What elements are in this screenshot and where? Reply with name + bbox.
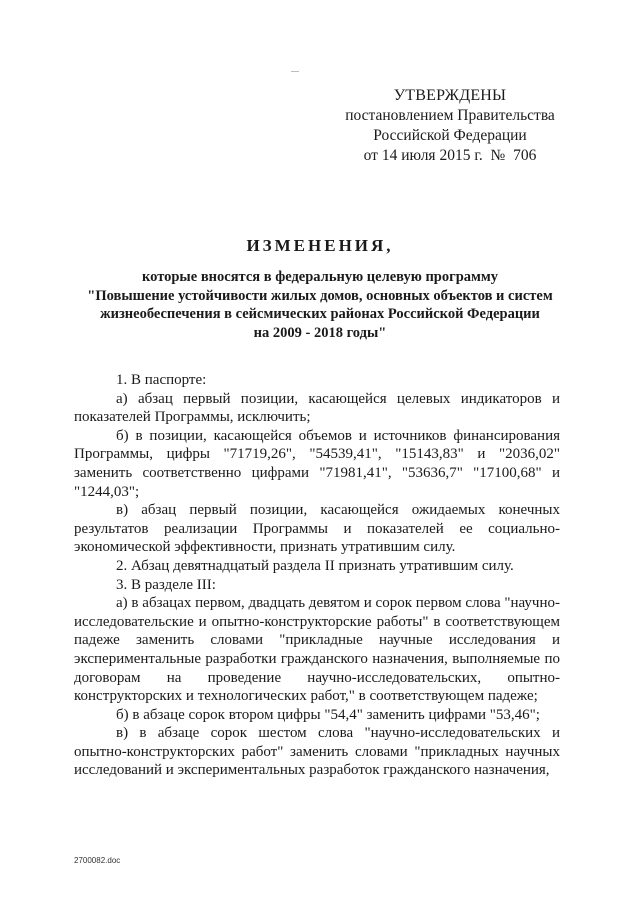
approval-line-1: постановлением Правительства [345, 107, 555, 124]
paragraph: 1. В паспорте: [116, 372, 207, 388]
document-title: ИЗМЕНЕНИЯ, [246, 236, 394, 255]
approval-block [320, 86, 580, 166]
paragraph: а) абзац первый позиции, касающейся целевых индикаторов и показателей Программы, исключить; [74, 390, 560, 426]
approval-date: от 14 июля 2015 г. № 706 [363, 147, 537, 164]
approval-heading: УТВЕРЖДЕНЫ [393, 87, 507, 104]
paragraph: б) в абзаце сорок втором цифры "54,4" заменить цифрами "53,46"; [116, 706, 540, 723]
page-mark [291, 71, 299, 72]
paragraph: в) абзац первый позиции, касающейся ожидаемых конечных результатов реализации Программы и показателей ее социально-экономической эффективности, признать утратившим силу. [74, 502, 560, 556]
document-title-block [60, 236, 580, 342]
title-subline-1: которые вносятся в федеральную целевую программу [141, 269, 499, 285]
title-subline-3: жизнеобеспечения в сейсмических районах Российской Федерации [100, 306, 540, 322]
paragraph: 3. В разделе III: [116, 576, 216, 593]
title-subline-2: "Повышение устойчивости жилых домов, основных объектов и систем [87, 287, 553, 304]
paragraph: 2. Абзац девятнадцатый раздела II признать утратившим силу. [116, 557, 514, 574]
paragraph: а) в абзацах первом, двадцать девятом и сорок первом слова "научно-исследовательские и опытно-конструкторские работы" в соответствующем падеже заменить словами "прикладные научные исследования и экспериментальные разработки гражданского назначения, выполняемые по договорам на проведение научно-исследовательских, опытно-конструкторских и технологических работ," в соответствующем падеже; [74, 595, 560, 705]
paragraph: б) в позиции, касающейся объемов и источников финансирования Программы, цифры "71719,26", "54539,41", "15143,83" и "2036,02" заменить соответственно цифрами "71981,41", "53636,7" "17100,68" и "1244,03"; [74, 427, 560, 500]
paragraph: в) в абзаце сорок шестом слова "научно-исследовательских и опытно-конструкторских работ" заменить словами "прикладных научных исследований и экспериментальных разработок гражданского назначения, [74, 725, 560, 779]
approval-line-2: Российской Федерации [373, 127, 527, 144]
document-body [74, 371, 560, 780]
footer-filename: 2700082.doc [74, 856, 121, 865]
title-subline-4: на 2009 - 2018 годы" [253, 324, 387, 341]
